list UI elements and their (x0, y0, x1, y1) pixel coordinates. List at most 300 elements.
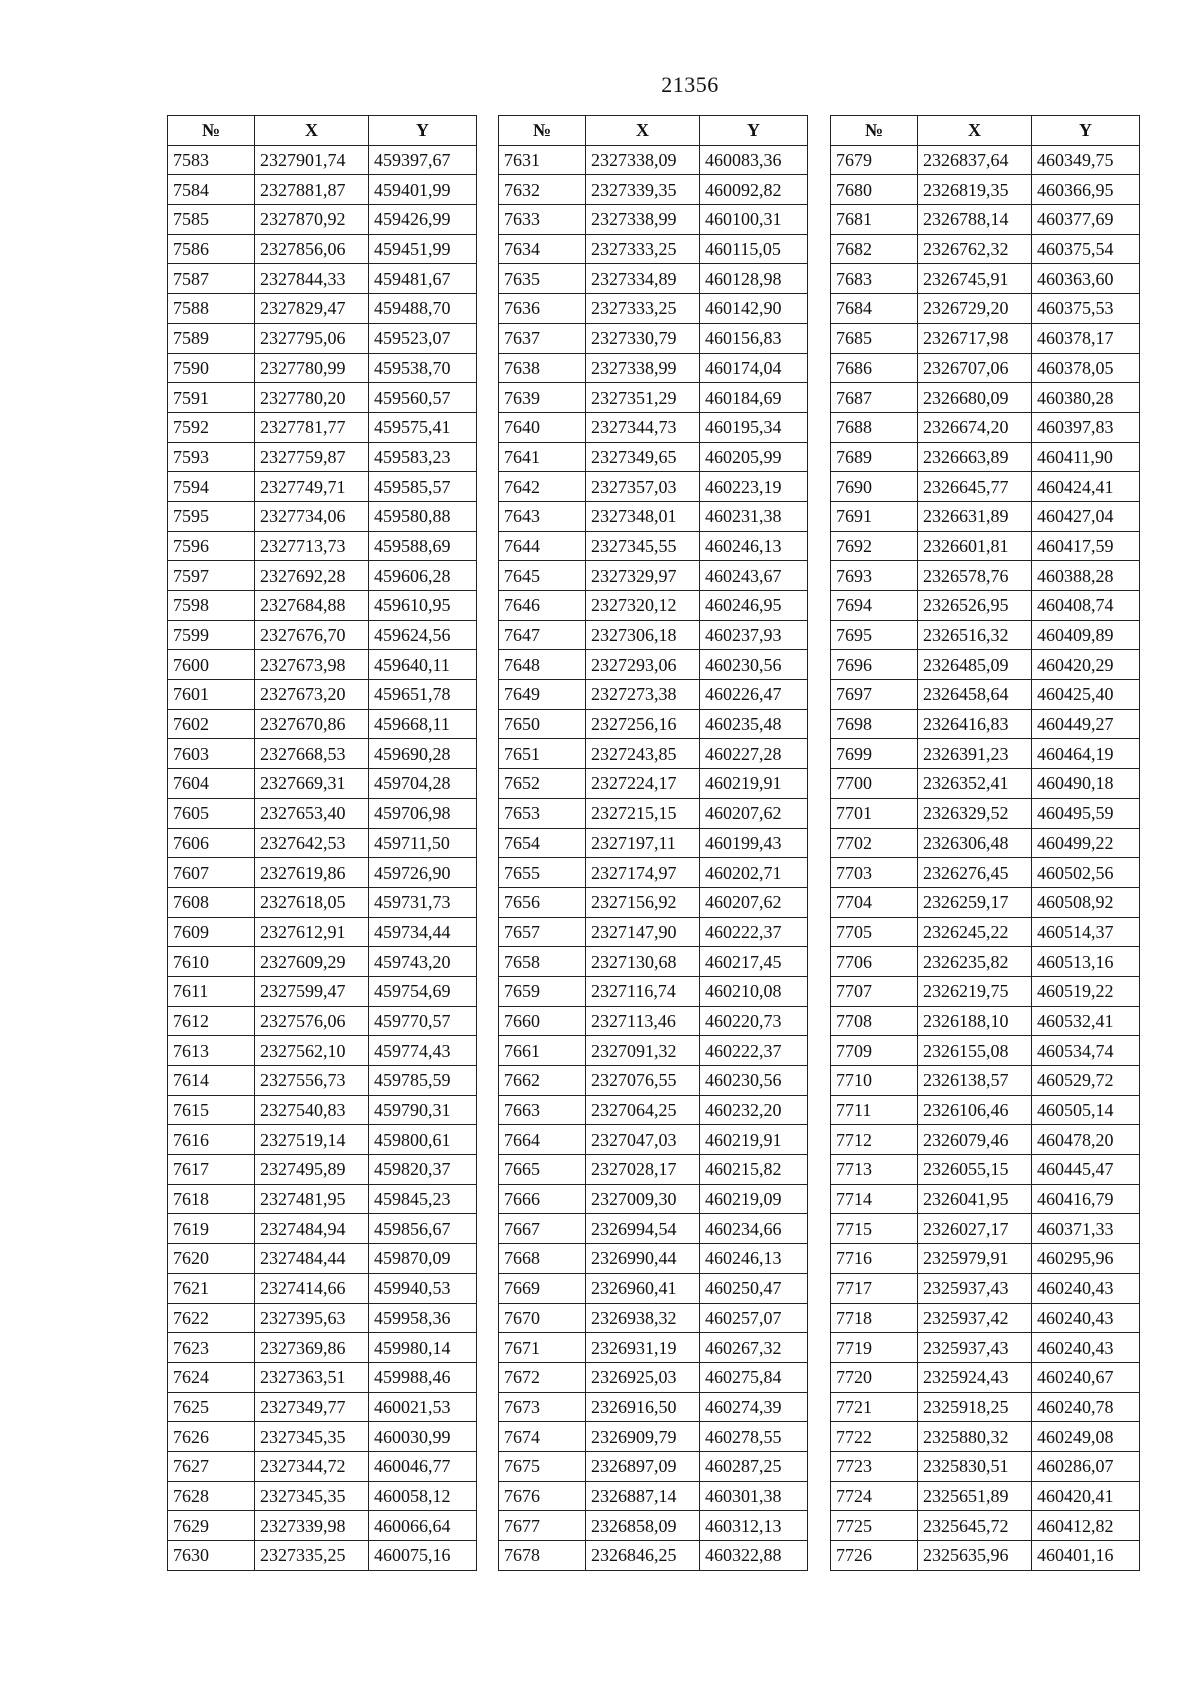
point-number-cell: 7644 (499, 531, 586, 561)
y-coordinate-cell: 460478,20 (1032, 1125, 1140, 1155)
point-number-cell: 7671 (499, 1333, 586, 1363)
point-number-cell: 7667 (499, 1214, 586, 1244)
y-coordinate-cell: 460220,73 (700, 1006, 808, 1036)
point-number-cell: 7584 (168, 175, 255, 205)
point-number-cell: 7604 (168, 769, 255, 799)
point-number-cell: 7595 (168, 501, 255, 531)
point-number-cell: 7617 (168, 1155, 255, 1185)
point-number-cell: 7711 (831, 1095, 918, 1125)
point-number-cell: 7723 (831, 1451, 918, 1481)
point-number-cell: 7715 (831, 1214, 918, 1244)
y-coordinate-cell: 460514,37 (1032, 917, 1140, 947)
y-coordinate-cell: 460205,99 (700, 442, 808, 472)
column-header-y: Y (1032, 116, 1140, 146)
y-coordinate-cell: 459585,57 (369, 472, 477, 502)
y-coordinate-cell: 460227,28 (700, 739, 808, 769)
table-row (499, 561, 808, 591)
table-row (168, 234, 477, 264)
x-coordinate-cell: 2326837,64 (918, 145, 1032, 175)
x-coordinate-cell: 2325979,91 (918, 1244, 1032, 1274)
y-coordinate-cell: 460267,32 (700, 1333, 808, 1363)
table-row (831, 1095, 1140, 1125)
point-number-cell: 7720 (831, 1362, 918, 1392)
x-coordinate-cell: 2327320,12 (586, 591, 700, 621)
point-number-cell: 7616 (168, 1125, 255, 1155)
y-coordinate-cell: 460246,13 (700, 531, 808, 561)
y-coordinate-cell: 460174,04 (700, 353, 808, 383)
x-coordinate-cell: 2326188,10 (918, 1006, 1032, 1036)
table-row (499, 1333, 808, 1363)
point-number-cell: 7622 (168, 1303, 255, 1333)
table-row (168, 917, 477, 947)
table-row (168, 1095, 477, 1125)
x-coordinate-cell: 2326235,82 (918, 947, 1032, 977)
table-row (168, 1214, 477, 1244)
table-row (831, 1036, 1140, 1066)
point-number-cell: 7704 (831, 887, 918, 917)
point-number-cell: 7602 (168, 709, 255, 739)
table-row (499, 383, 808, 413)
point-number-cell: 7657 (499, 917, 586, 947)
table-row (499, 1125, 808, 1155)
point-number-cell: 7666 (499, 1184, 586, 1214)
y-coordinate-cell: 460219,91 (700, 769, 808, 799)
table-row (831, 709, 1140, 739)
point-number-cell: 7620 (168, 1244, 255, 1274)
table-row (831, 858, 1140, 888)
x-coordinate-cell: 2327734,06 (255, 501, 369, 531)
table-row (831, 620, 1140, 650)
y-coordinate-cell: 459575,41 (369, 412, 477, 442)
table-row (168, 323, 477, 353)
y-coordinate-cell: 459397,67 (369, 145, 477, 175)
table-row (168, 205, 477, 235)
column-header-number: № (499, 116, 586, 146)
point-number-cell: 7684 (831, 294, 918, 324)
table-row (168, 1362, 477, 1392)
table-row (499, 739, 808, 769)
y-coordinate-cell: 459958,36 (369, 1303, 477, 1333)
y-coordinate-cell: 460380,28 (1032, 383, 1140, 413)
x-coordinate-cell: 2327363,51 (255, 1362, 369, 1392)
table-row (831, 1481, 1140, 1511)
table-row (168, 501, 477, 531)
point-number-cell: 7702 (831, 828, 918, 858)
x-coordinate-cell: 2327576,06 (255, 1006, 369, 1036)
point-number-cell: 7631 (499, 145, 586, 175)
x-coordinate-cell: 2327669,31 (255, 769, 369, 799)
point-number-cell: 7608 (168, 887, 255, 917)
y-coordinate-cell: 460021,53 (369, 1392, 477, 1422)
table-row (168, 976, 477, 1006)
x-coordinate-cell: 2327344,72 (255, 1451, 369, 1481)
coordinates-table-3 (830, 115, 1140, 1571)
point-number-cell: 7719 (831, 1333, 918, 1363)
table-row (831, 1184, 1140, 1214)
y-coordinate-cell: 460240,43 (1032, 1303, 1140, 1333)
x-coordinate-cell: 2327224,17 (586, 769, 700, 799)
x-coordinate-cell: 2327339,35 (586, 175, 700, 205)
x-coordinate-cell: 2327484,44 (255, 1244, 369, 1274)
point-number-cell: 7650 (499, 709, 586, 739)
x-coordinate-cell: 2327642,53 (255, 828, 369, 858)
x-coordinate-cell: 2327562,10 (255, 1036, 369, 1066)
point-number-cell: 7708 (831, 1006, 918, 1036)
point-number-cell: 7724 (831, 1481, 918, 1511)
table-row (499, 1214, 808, 1244)
y-coordinate-cell: 460377,69 (1032, 205, 1140, 235)
point-number-cell: 7700 (831, 769, 918, 799)
y-coordinate-cell: 459704,28 (369, 769, 477, 799)
table-row (499, 264, 808, 294)
y-coordinate-cell: 459743,20 (369, 947, 477, 977)
x-coordinate-cell: 2326745,91 (918, 264, 1032, 294)
x-coordinate-cell: 2327369,86 (255, 1333, 369, 1363)
point-number-cell: 7661 (499, 1036, 586, 1066)
point-number-cell: 7583 (168, 145, 255, 175)
y-coordinate-cell: 460237,93 (700, 620, 808, 650)
point-number-cell: 7676 (499, 1481, 586, 1511)
y-coordinate-cell: 459426,99 (369, 205, 477, 235)
table-row (831, 1511, 1140, 1541)
x-coordinate-cell: 2326707,06 (918, 353, 1032, 383)
point-number-cell: 7695 (831, 620, 918, 650)
column-header-y: Y (369, 116, 477, 146)
y-coordinate-cell: 459401,99 (369, 175, 477, 205)
x-coordinate-cell: 2326138,57 (918, 1066, 1032, 1096)
point-number-cell: 7598 (168, 591, 255, 621)
point-number-cell: 7607 (168, 858, 255, 888)
table-row (168, 620, 477, 650)
y-coordinate-cell: 460046,77 (369, 1451, 477, 1481)
table-row (168, 739, 477, 769)
table-header-row (168, 116, 477, 146)
table-row (499, 1303, 808, 1333)
x-coordinate-cell: 2327599,47 (255, 976, 369, 1006)
table-row (499, 472, 808, 502)
y-coordinate-cell: 460066,64 (369, 1511, 477, 1541)
table-row (168, 858, 477, 888)
point-number-cell: 7660 (499, 1006, 586, 1036)
x-coordinate-cell: 2325918,25 (918, 1392, 1032, 1422)
table-row (831, 1333, 1140, 1363)
table-row (499, 353, 808, 383)
y-coordinate-cell: 460275,84 (700, 1362, 808, 1392)
x-coordinate-cell: 2327338,99 (586, 205, 700, 235)
x-coordinate-cell: 2326858,09 (586, 1511, 700, 1541)
point-number-cell: 7656 (499, 887, 586, 917)
x-coordinate-cell: 2327345,35 (255, 1422, 369, 1452)
x-coordinate-cell: 2327484,94 (255, 1214, 369, 1244)
coordinates-table-1 (167, 115, 477, 1571)
point-number-cell: 7642 (499, 472, 586, 502)
y-coordinate-cell: 460142,90 (700, 294, 808, 324)
y-coordinate-cell: 460058,12 (369, 1481, 477, 1511)
x-coordinate-cell: 2326416,83 (918, 709, 1032, 739)
point-number-cell: 7713 (831, 1155, 918, 1185)
x-coordinate-cell: 2327064,25 (586, 1095, 700, 1125)
point-number-cell: 7691 (831, 501, 918, 531)
y-coordinate-cell: 460513,16 (1032, 947, 1140, 977)
x-coordinate-cell: 2325924,43 (918, 1362, 1032, 1392)
x-coordinate-cell: 2327414,66 (255, 1273, 369, 1303)
y-coordinate-cell: 459624,56 (369, 620, 477, 650)
y-coordinate-cell: 460250,47 (700, 1273, 808, 1303)
y-coordinate-cell: 460425,40 (1032, 680, 1140, 710)
page-number: 21356 (661, 72, 719, 97)
table-row (831, 1392, 1140, 1422)
point-number-cell: 7658 (499, 947, 586, 977)
point-number-cell: 7690 (831, 472, 918, 502)
y-coordinate-cell: 459481,67 (369, 264, 477, 294)
table-row (168, 680, 477, 710)
x-coordinate-cell: 2326106,46 (918, 1095, 1032, 1125)
x-coordinate-cell: 2326245,22 (918, 917, 1032, 947)
y-coordinate-cell: 460464,19 (1032, 739, 1140, 769)
table-row (499, 1392, 808, 1422)
table-row (168, 1541, 477, 1571)
y-coordinate-cell: 460240,43 (1032, 1273, 1140, 1303)
table-row (499, 858, 808, 888)
table-row (499, 828, 808, 858)
x-coordinate-cell: 2327335,25 (255, 1541, 369, 1571)
point-number-cell: 7632 (499, 175, 586, 205)
x-coordinate-cell: 2326909,79 (586, 1422, 700, 1452)
table-row (168, 769, 477, 799)
x-coordinate-cell: 2326391,23 (918, 739, 1032, 769)
point-number-cell: 7593 (168, 442, 255, 472)
table-row (499, 947, 808, 977)
y-coordinate-cell: 460226,47 (700, 680, 808, 710)
table-row (168, 561, 477, 591)
table-row (499, 1155, 808, 1185)
y-coordinate-cell: 459610,95 (369, 591, 477, 621)
table-row (831, 680, 1140, 710)
y-coordinate-cell: 460371,33 (1032, 1214, 1140, 1244)
y-coordinate-cell: 460417,59 (1032, 531, 1140, 561)
y-coordinate-cell: 460232,20 (700, 1095, 808, 1125)
table-row (168, 175, 477, 205)
y-coordinate-cell: 460378,17 (1032, 323, 1140, 353)
x-coordinate-cell: 2327345,55 (586, 531, 700, 561)
table-row (499, 1244, 808, 1274)
x-coordinate-cell: 2327047,03 (586, 1125, 700, 1155)
y-coordinate-cell: 459583,23 (369, 442, 477, 472)
y-coordinate-cell: 460295,96 (1032, 1244, 1140, 1274)
x-coordinate-cell: 2327273,38 (586, 680, 700, 710)
x-coordinate-cell: 2327338,99 (586, 353, 700, 383)
x-coordinate-cell: 2326938,32 (586, 1303, 700, 1333)
point-number-cell: 7588 (168, 294, 255, 324)
x-coordinate-cell: 2327330,79 (586, 323, 700, 353)
point-number-cell: 7710 (831, 1066, 918, 1096)
point-number-cell: 7651 (499, 739, 586, 769)
y-coordinate-cell: 460375,54 (1032, 234, 1140, 264)
y-coordinate-cell: 460075,16 (369, 1541, 477, 1571)
y-coordinate-cell: 460445,47 (1032, 1155, 1140, 1185)
table-row (499, 769, 808, 799)
x-coordinate-cell: 2326306,48 (918, 828, 1032, 858)
x-coordinate-cell: 2326846,25 (586, 1541, 700, 1571)
point-number-cell: 7648 (499, 650, 586, 680)
point-number-cell: 7636 (499, 294, 586, 324)
y-coordinate-cell: 460505,14 (1032, 1095, 1140, 1125)
table-row (831, 1362, 1140, 1392)
x-coordinate-cell: 2327901,74 (255, 145, 369, 175)
x-coordinate-cell: 2327676,70 (255, 620, 369, 650)
table-row (168, 947, 477, 977)
table-row (168, 531, 477, 561)
y-coordinate-cell: 460246,95 (700, 591, 808, 621)
point-number-cell: 7585 (168, 205, 255, 235)
y-coordinate-cell: 459726,90 (369, 858, 477, 888)
y-coordinate-cell: 460312,13 (700, 1511, 808, 1541)
y-coordinate-cell: 460529,72 (1032, 1066, 1140, 1096)
x-coordinate-cell: 2327349,77 (255, 1392, 369, 1422)
point-number-cell: 7590 (168, 353, 255, 383)
table-row (831, 917, 1140, 947)
x-coordinate-cell: 2327243,85 (586, 739, 700, 769)
table-row (499, 323, 808, 353)
column-header-x: X (255, 116, 369, 146)
point-number-cell: 7717 (831, 1273, 918, 1303)
table-row (831, 353, 1140, 383)
table-header-row (831, 116, 1140, 146)
x-coordinate-cell: 2326079,46 (918, 1125, 1032, 1155)
x-coordinate-cell: 2327357,03 (586, 472, 700, 502)
point-number-cell: 7629 (168, 1511, 255, 1541)
x-coordinate-cell: 2327215,15 (586, 798, 700, 828)
y-coordinate-cell: 460449,27 (1032, 709, 1140, 739)
point-number-cell: 7645 (499, 561, 586, 591)
point-number-cell: 7673 (499, 1392, 586, 1422)
point-number-cell: 7718 (831, 1303, 918, 1333)
table-row (499, 1006, 808, 1036)
coordinates-table-2 (498, 115, 808, 1571)
y-coordinate-cell: 460240,43 (1032, 1333, 1140, 1363)
table-row (168, 264, 477, 294)
x-coordinate-cell: 2327395,63 (255, 1303, 369, 1333)
x-coordinate-cell: 2327344,73 (586, 412, 700, 442)
table-row (499, 145, 808, 175)
x-coordinate-cell: 2326788,14 (918, 205, 1032, 235)
y-coordinate-cell: 459640,11 (369, 650, 477, 680)
y-coordinate-cell: 459451,99 (369, 234, 477, 264)
x-coordinate-cell: 2327829,47 (255, 294, 369, 324)
y-coordinate-cell: 460408,74 (1032, 591, 1140, 621)
y-coordinate-cell: 460195,34 (700, 412, 808, 442)
y-coordinate-cell: 460219,91 (700, 1125, 808, 1155)
table-row (499, 1273, 808, 1303)
table-row (168, 650, 477, 680)
y-coordinate-cell: 460411,90 (1032, 442, 1140, 472)
table-row (831, 205, 1140, 235)
x-coordinate-cell: 2327256,16 (586, 709, 700, 739)
x-coordinate-cell: 2326994,54 (586, 1214, 700, 1244)
table-row (831, 561, 1140, 591)
point-number-cell: 7614 (168, 1066, 255, 1096)
point-number-cell: 7652 (499, 769, 586, 799)
point-number-cell: 7705 (831, 917, 918, 947)
table-row (831, 1451, 1140, 1481)
y-coordinate-cell: 459856,67 (369, 1214, 477, 1244)
table-row (831, 887, 1140, 917)
x-coordinate-cell: 2326276,45 (918, 858, 1032, 888)
point-number-cell: 7634 (499, 234, 586, 264)
x-coordinate-cell: 2326458,64 (918, 680, 1032, 710)
column-header-number: № (168, 116, 255, 146)
x-coordinate-cell: 2327670,86 (255, 709, 369, 739)
table-row (168, 1422, 477, 1452)
y-coordinate-cell: 459706,98 (369, 798, 477, 828)
table-row (168, 145, 477, 175)
point-number-cell: 7597 (168, 561, 255, 591)
x-coordinate-cell: 2327673,20 (255, 680, 369, 710)
point-number-cell: 7643 (499, 501, 586, 531)
x-coordinate-cell: 2327881,87 (255, 175, 369, 205)
table-row (831, 264, 1140, 294)
table-row (499, 175, 808, 205)
y-coordinate-cell: 460199,43 (700, 828, 808, 858)
y-coordinate-cell: 460249,08 (1032, 1422, 1140, 1452)
table-row (831, 1541, 1140, 1571)
point-number-cell: 7655 (499, 858, 586, 888)
table-row (831, 1422, 1140, 1452)
y-coordinate-cell: 460210,08 (700, 976, 808, 1006)
y-coordinate-cell: 460420,41 (1032, 1481, 1140, 1511)
y-coordinate-cell: 459980,14 (369, 1333, 477, 1363)
y-coordinate-cell: 460495,59 (1032, 798, 1140, 828)
x-coordinate-cell: 2327612,91 (255, 917, 369, 947)
point-number-cell: 7654 (499, 828, 586, 858)
y-coordinate-cell: 460156,83 (700, 323, 808, 353)
table-row (831, 1006, 1140, 1036)
y-coordinate-cell: 460366,95 (1032, 175, 1140, 205)
point-number-cell: 7591 (168, 383, 255, 413)
y-coordinate-cell: 460508,92 (1032, 887, 1140, 917)
table-row (499, 1422, 808, 1452)
point-number-cell: 7653 (499, 798, 586, 828)
table-row (168, 1451, 477, 1481)
y-coordinate-cell: 459538,70 (369, 353, 477, 383)
table-row (499, 442, 808, 472)
x-coordinate-cell: 2327351,29 (586, 383, 700, 413)
x-coordinate-cell: 2326526,95 (918, 591, 1032, 621)
table-header-row (499, 116, 808, 146)
table-row (168, 383, 477, 413)
point-number-cell: 7683 (831, 264, 918, 294)
y-coordinate-cell: 460534,74 (1032, 1036, 1140, 1066)
table-row (831, 501, 1140, 531)
table-row (831, 769, 1140, 799)
x-coordinate-cell: 2327156,92 (586, 887, 700, 917)
table-row (168, 887, 477, 917)
table-row (499, 650, 808, 680)
point-number-cell: 7706 (831, 947, 918, 977)
table-row (499, 709, 808, 739)
x-coordinate-cell: 2326578,76 (918, 561, 1032, 591)
point-number-cell: 7686 (831, 353, 918, 383)
y-coordinate-cell: 460375,53 (1032, 294, 1140, 324)
table-row (168, 1511, 477, 1541)
y-coordinate-cell: 460499,22 (1032, 828, 1140, 858)
point-number-cell: 7668 (499, 1244, 586, 1274)
table-row (499, 1184, 808, 1214)
table-row (168, 1481, 477, 1511)
x-coordinate-cell: 2327795,06 (255, 323, 369, 353)
table-row (499, 501, 808, 531)
point-number-cell: 7639 (499, 383, 586, 413)
